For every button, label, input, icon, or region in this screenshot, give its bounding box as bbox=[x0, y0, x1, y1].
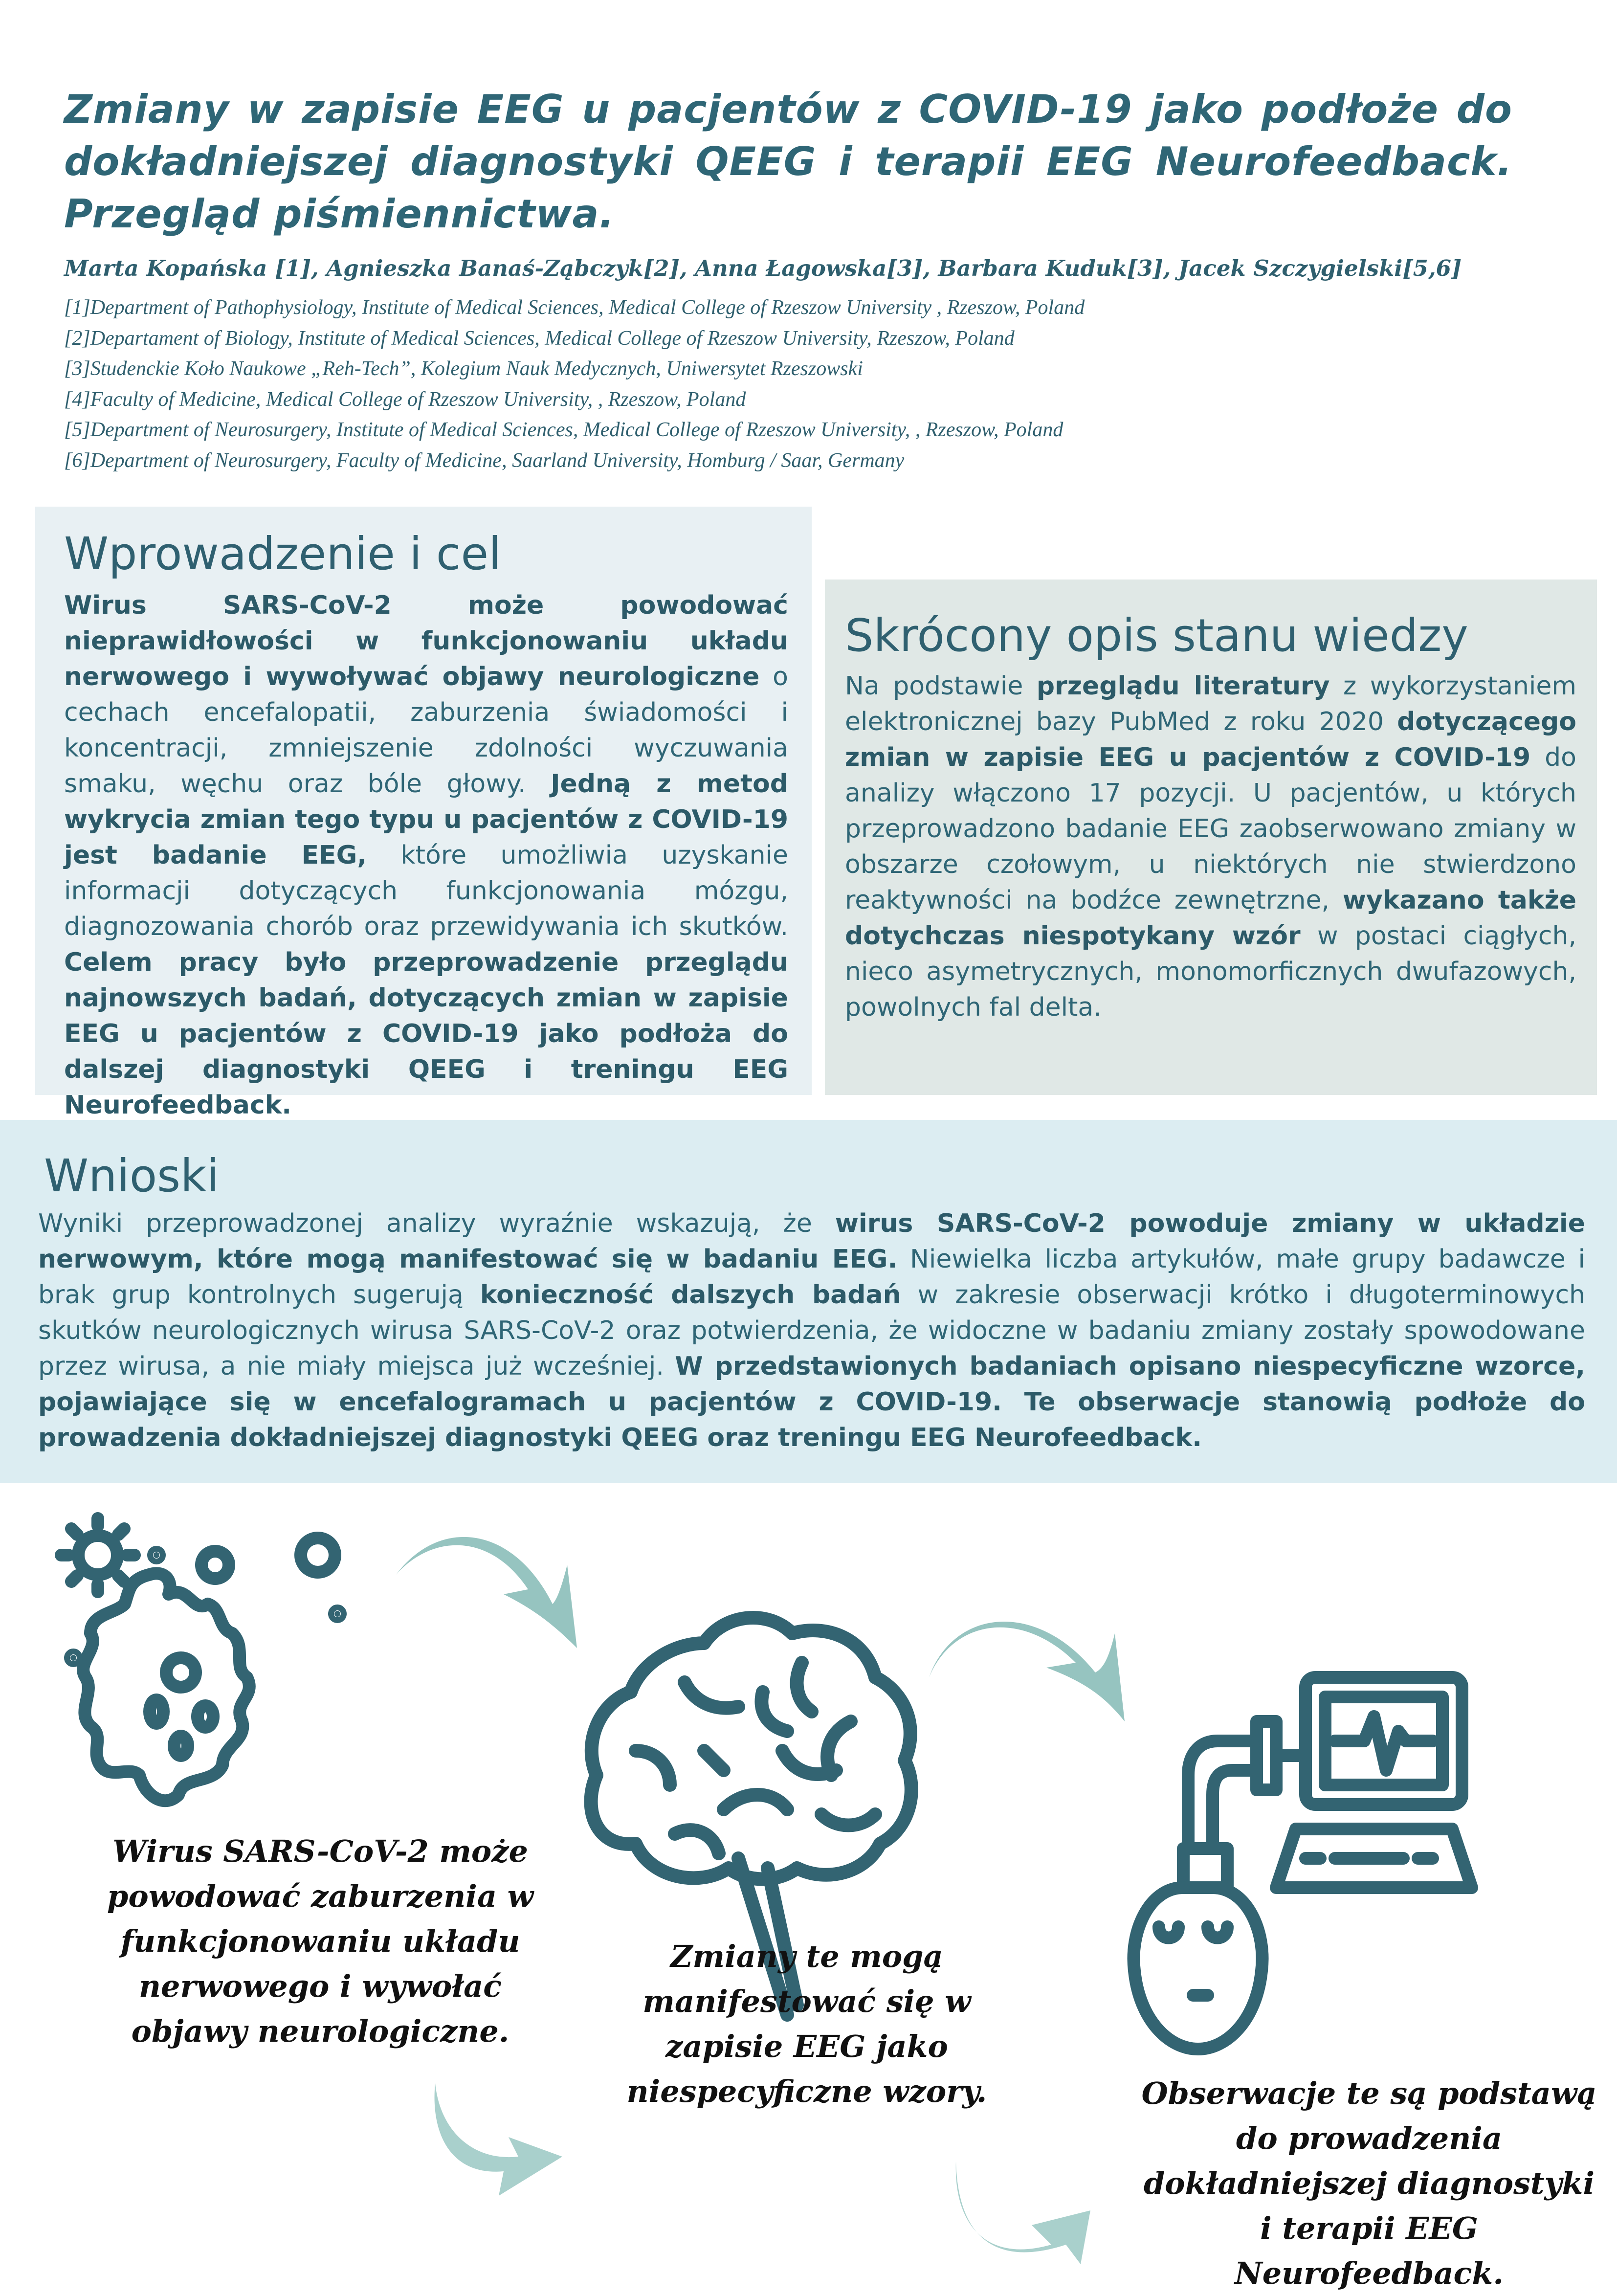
curved-arrow-icon bbox=[391, 1511, 597, 1707]
intro-heading: Wprowadzenie i cel bbox=[64, 528, 501, 580]
affiliation: [2]Departament of Biology, Institute of Medical Sciences, Medical College of Rzeszow University, Rzeszow, Poland bbox=[64, 327, 1015, 350]
affiliation: [4]Faculty of Medicine, Medical College of Rzeszow University, , Rzeszow, Poland bbox=[64, 388, 746, 411]
bold-text: konieczność dalszych badań bbox=[480, 1280, 901, 1310]
curved-arrow-icon bbox=[430, 2078, 587, 2235]
authors: Marta Kopańska [1], Agnieszka Banaś-Ząbczyk[2], Anna Łagowska[3], Barbara Kuduk[3], Jacek Szczygielski[5,6] bbox=[64, 255, 1462, 281]
text: o cechach encefalopatii, zaburzenia świadomości i koncentracji, zmniejszenie zdolności wyczuwania smaku, węchu oraz bóle głowy. bbox=[64, 662, 788, 799]
text: Na podstawie bbox=[845, 671, 1037, 701]
text: Niewielka liczba artykułów, małe grupy badawcze i brak grup kontrolnych sugerują bbox=[38, 1245, 1585, 1310]
state-of-knowledge-section bbox=[825, 580, 1597, 1095]
bold-text: wykazano także dotychczas niespotykany wzór bbox=[845, 886, 1576, 951]
virus-icon bbox=[64, 1516, 347, 1819]
affiliation: [6]Department of Neurosurgery, Faculty of Medicine, Saarland University, Homburg / Saar, Germany bbox=[64, 449, 905, 472]
poster-title: Zmiany w zapisie EEG u pacjentów z COVID-19 jako podłoże do dokładniejszej diagnostyki QEEG i terapii EEG Neurofeedback. Przegląd piśmiennictwa. bbox=[64, 87, 1512, 237]
state-heading: Skrócony opis stanu wiedzy bbox=[845, 609, 1468, 662]
affiliation: [3]Studenckie Koło Naukowe „Reh-Tech”, Kolegium Nauk Medycznych, Uniwersytet Rzeszowski bbox=[64, 357, 863, 380]
text: z wykorzystaniem elektronicznej bazy PubMed z roku 2020 bbox=[845, 671, 1577, 736]
bold-text: wirus SARS-CoV-2 powoduje zmiany w układzie nerwowym, które mogą manifestować się w badaniu EEG. bbox=[38, 1209, 1586, 1274]
bold-text: dotyczącego zmian w zapisie EEG u pacjentów z COVID-19 bbox=[845, 707, 1576, 772]
curved-arrow-icon bbox=[953, 2162, 1110, 2279]
curved-arrow-icon bbox=[924, 1580, 1159, 1775]
affiliation: [1]Department of Pathophysiology, Institute of Medical Sciences, Medical College of Rzeszow University , Rzeszow, Poland bbox=[64, 296, 1085, 319]
eeg-caption: Obserwacje te są podstawą do prowadzenia dokładniejszej diagnostyki i terapii EEG Neurofeedback. bbox=[1141, 2075, 1597, 2291]
conclusions-body bbox=[38, 1206, 1585, 1456]
state-body bbox=[845, 669, 1576, 1025]
intro-body bbox=[64, 588, 788, 1123]
text: Wyniki przeprowadzonej analizy wyraźnie wskazują, że bbox=[38, 1209, 835, 1238]
bold-text: W przedstawionych badaniach opisano niespecyficzne wzorce, pojawiające się w encefalogramach u pacjentów z COVID-19. Te obserwacje stanowią podłoże do prowadzenia dokładniejszej diagnostyki QEEG oraz treningu EEG Neurofeedback. bbox=[38, 1352, 1585, 1452]
virus-caption: Wirus SARS-CoV-2 może powodować zaburzenia w funkcjonowaniu układu nerwowego i wywołać objawy neurologiczne. bbox=[107, 1833, 533, 2049]
text: do analizy włączono 17 pozycji. U pacjentów, u których przeprowadzono badanie EEG zaobserwowano zmiany w obszarze czołowym, u niektórych nie stwierdzono reaktywności na bodźce zewnętrzne, bbox=[845, 743, 1576, 915]
bold-text: przeglądu literatury bbox=[1036, 671, 1330, 701]
brain-caption: Zmiany te mogą manifestować się w zapisie EEG jako niespecyficzne wzory. bbox=[626, 1939, 987, 2109]
conclusions-heading: Wnioski bbox=[44, 1150, 219, 1202]
affiliations bbox=[64, 292, 1085, 476]
text: w zakresie obserwacji krótko i długoterminowych skutków neurologicznych wirusa SARS-CoV-2 oraz potwierdzenia, że widoczne w badaniu zmiany zostały spowodowane przez wirusa, a nie miały miejsca już wcześniej. bbox=[38, 1280, 1586, 1381]
text: w postaci ciągłych, nieco asymetrycznych, monomorficznych dwufazowych, powolnych fal delta. bbox=[845, 921, 1576, 1022]
conclusions-section bbox=[0, 1120, 1617, 1483]
bold-text: Jedną z metod wykrycia zmian tego typu u pacjentów z COVID-19 jest badanie EEG, bbox=[64, 769, 788, 870]
bold-text: Celem pracy było przeprowadzenie przeglądu najnowszych badań, dotyczących zmian w zapisie EEG u pacjentów z COVID-19 jako podłoża do dalszej diagnostyki QEEG i treningu EEG Neurofeedback. bbox=[64, 948, 788, 1120]
eeg-patient-monitor-icon bbox=[1110, 1672, 1482, 2034]
affiliation: [5]Department of Neurosurgery, Institute of Medical Sciences, Medical College of Rzeszow University, , Rzeszow, Poland bbox=[64, 419, 1063, 441]
text: które umożliwia uzyskanie informacji dotyczących funkcjonowania mózgu, diagnozowania chorób oraz przewidywania ich skutków. bbox=[64, 841, 788, 941]
bold-text: Wirus SARS-CoV-2 może powodować nieprawidłowości w funkcjonowaniu układu nerwowego i wywoływać objawy neurologiczne bbox=[64, 591, 788, 691]
intro-section bbox=[35, 507, 812, 1120]
